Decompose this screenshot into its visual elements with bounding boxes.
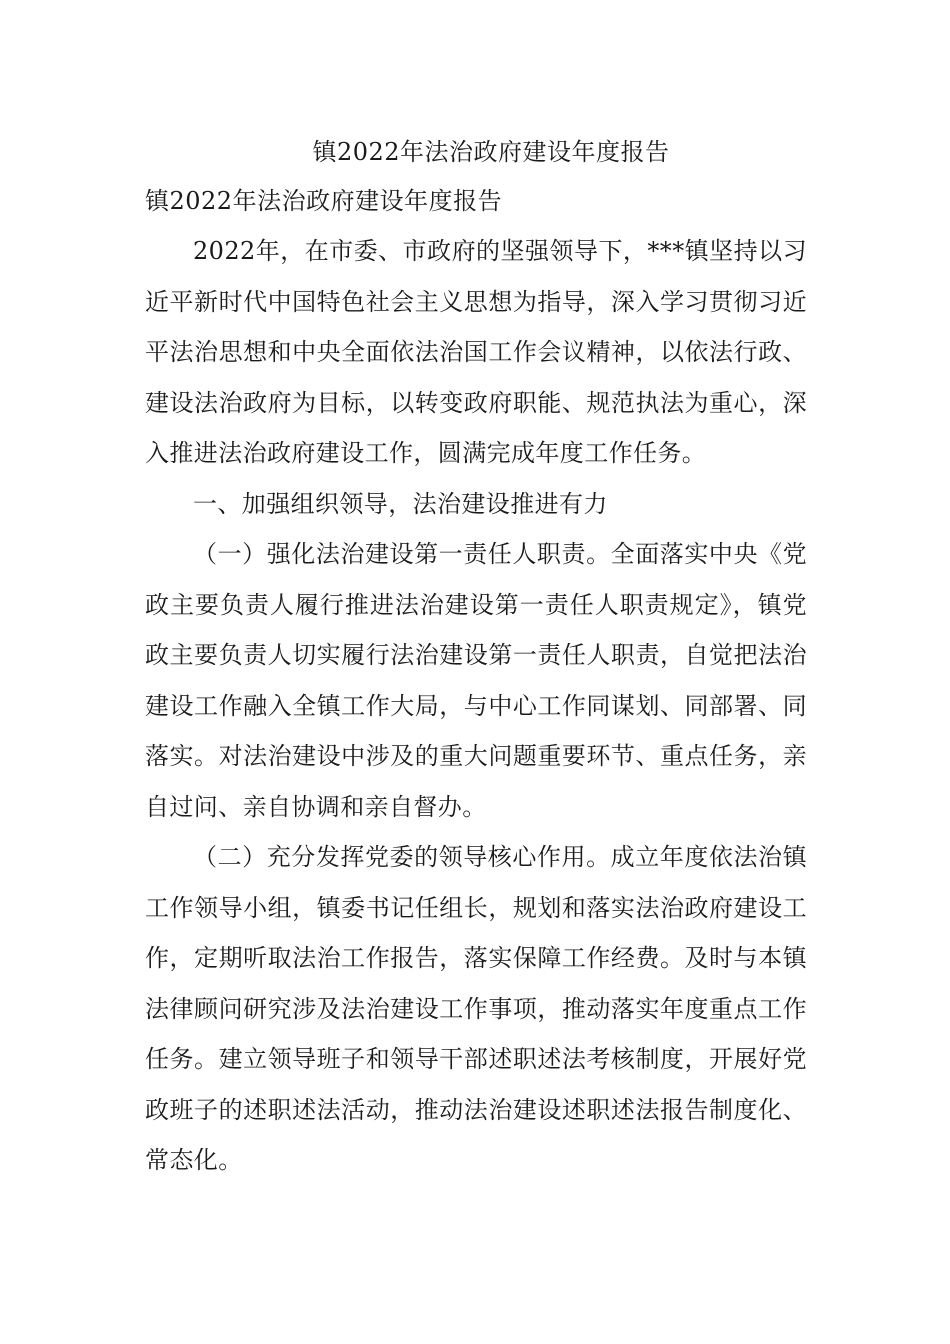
document-body (145, 128, 807, 1186)
section-paragraph-1: （一）强化法治建设第一责任人职责。全面落实中央《党政主要负责人履行推进法治建设第一责任人职责规定》，镇党政主要负责人切实履行法治建设第一责任人职责，自觉把法治建设工作融入全镇工作大局，与中心工作同谋划、同部署、同落实。对法治建设中涉及的重大问题重要环节、重点任务，亲自过问、亲自协调和亲自督办。 (145, 540, 807, 821)
section-paragraph-2: （二）充分发挥党委的领导核心作用。成立年度依法治镇工作领导小组，镇委书记任组长，规划和落实法治政府建设工作，定期听取法治工作报告，落实保障工作经费。及时与本镇法律顾问研究涉及法治建设工作事项，推动落实年度重点工作任务。建立领导班子和领导干部述职述法考核制度，开展好党政班子的述职述法活动，推动法治建设述职述法报告制度化、常态化。 (145, 843, 807, 1174)
document-title: 镇2022年法治政府建设年度报告 (312, 138, 670, 166)
intro-paragraph: 2022年，在市委、市政府的坚强领导下，***镇坚持以习近平新时代中国特色社会主义思想为指导，深入学习贯彻习近平法治思想和中央全面依法治国工作会议精神，以依法行政、建设法治政府为目标，以转变政府职能、规范执法为重心，深入推进法治政府建设工作，圆满完成年度工作任务。 (145, 237, 807, 467)
section-heading: 一、加强组织领导，法治建设推进有力 (193, 489, 608, 518)
document-subtitle: 镇2022年法治政府建设年度报告 (145, 187, 503, 215)
